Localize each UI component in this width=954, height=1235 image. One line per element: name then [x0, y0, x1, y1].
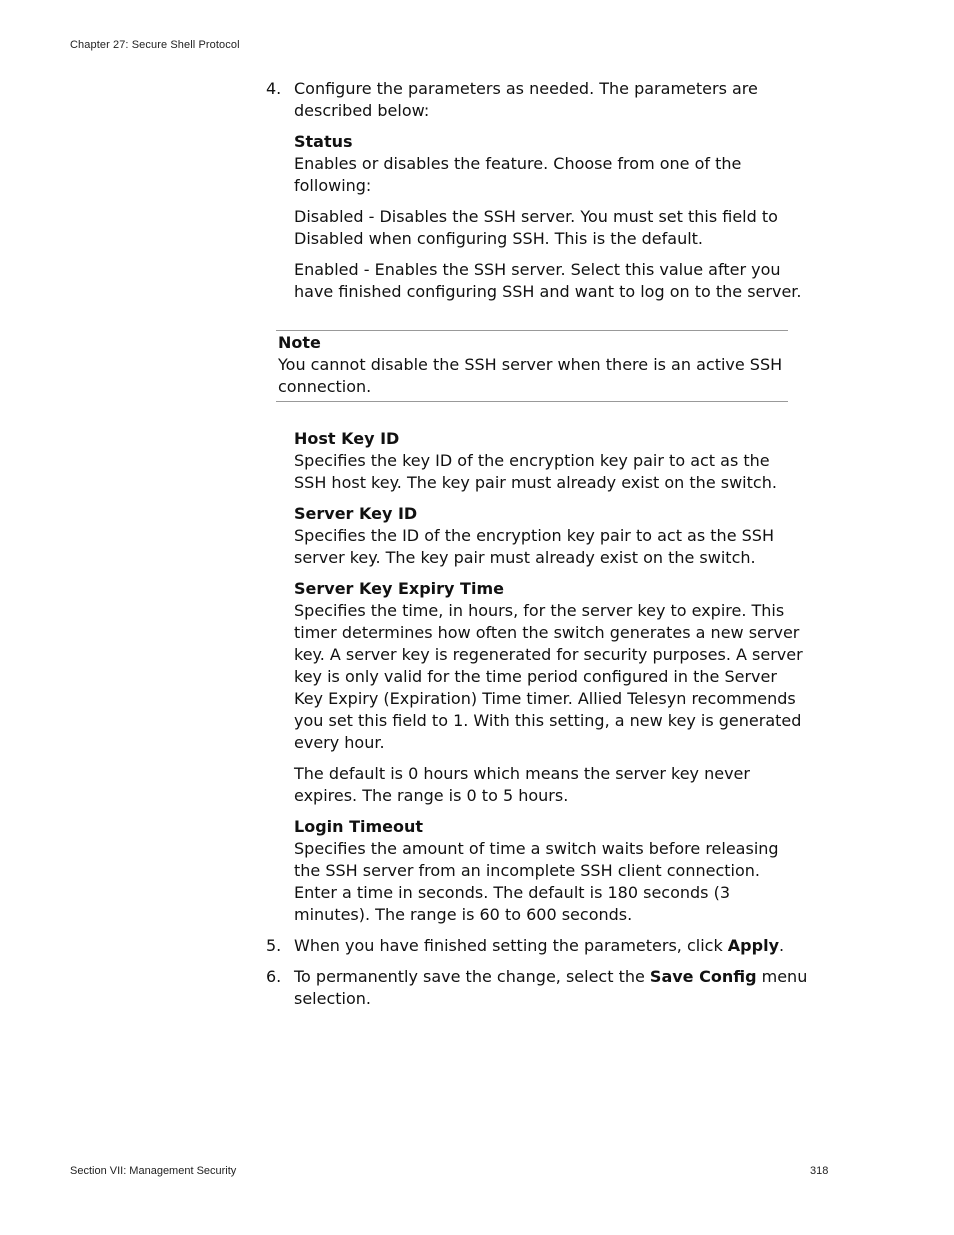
param-description: Specifies the time, in hours, for the server key to expire. This timer determines how often the switch generates a new server key. A server key is regenerated for security purposes. A server key is only valid for the time period configured in the Server Key Expiry (Expiration) Time timer. Allied Telesyn recommends you set this field to 1. With this setting, a new key is generated every hour. — [294, 601, 803, 752]
step-text — [294, 966, 828, 1010]
param-description: Specifies the key ID of the encryption key pair to act as the SSH host key. The key pair must already exist on the switch. — [294, 451, 777, 492]
param-option-enabled: Enabled - Enables the SSH server. Select this value after you have finished configuring SSH and want to log on to the server. — [294, 260, 802, 301]
step-text-post: menu selection. — [294, 967, 808, 1008]
step-5 — [266, 935, 828, 957]
param-description: Enables or disables the feature. Choose from one of the following: — [294, 154, 742, 195]
note-title: Note — [278, 333, 321, 352]
param-description: Specifies the ID of the encryption key pair to act as the SSH server key. The key pair must already exist on the switch. — [294, 526, 774, 567]
param-name: Host Key ID — [294, 429, 400, 448]
page-body — [266, 78, 828, 1019]
page-number: 318 — [810, 1165, 829, 1177]
apply-reference: Apply — [727, 936, 779, 955]
step-number: 6. — [266, 967, 282, 986]
param-name: Status — [294, 132, 353, 151]
param-login-timeout — [294, 816, 804, 926]
param-host-key-id — [294, 428, 804, 494]
param-option-disabled: Disabled - Disables the SSH server. You must set this field to Disabled when configuring SSH. This is the default. — [294, 207, 778, 248]
param-name: Login Timeout — [294, 817, 424, 836]
param-status — [294, 131, 804, 303]
param-name: Server Key Expiry Time — [294, 579, 504, 598]
running-header: Chapter 27: Secure Shell Protocol — [70, 39, 240, 51]
param-name: Server Key ID — [294, 504, 418, 523]
step-text-pre: To permanently save the change, select the — [294, 967, 650, 986]
step-6 — [266, 966, 828, 1010]
step-text-pre: When you have finished setting the parameters, click — [294, 936, 728, 955]
running-footer-section: Section VII: Management Security — [70, 1165, 237, 1177]
step-text: Configure the parameters as needed. The parameters are described below: — [294, 79, 758, 120]
step-number: 4. — [266, 79, 282, 98]
save-config-reference: Save Config — [649, 967, 757, 986]
param-server-key-expiry — [294, 578, 804, 807]
step-4 — [266, 78, 828, 122]
param-server-key-id — [294, 503, 804, 569]
note-text: You cannot disable the SSH server when there is an active SSH connection. — [278, 355, 783, 396]
step-text — [294, 935, 828, 957]
parameter-list — [266, 131, 804, 303]
parameter-list-continued — [266, 428, 804, 926]
param-default: The default is 0 hours which means the server key never expires. The range is 0 to 5 hours. — [294, 764, 750, 805]
step-text-post: . — [779, 936, 785, 955]
param-description: Specifies the amount of time a switch waits before releasing the SSH server from an incomplete SSH client connection. Enter a time in seconds. The default is 180 seconds (3 minutes). The range is 60 to 600 seconds. — [294, 839, 779, 924]
step-number: 5. — [266, 936, 282, 955]
note-box — [276, 330, 788, 402]
